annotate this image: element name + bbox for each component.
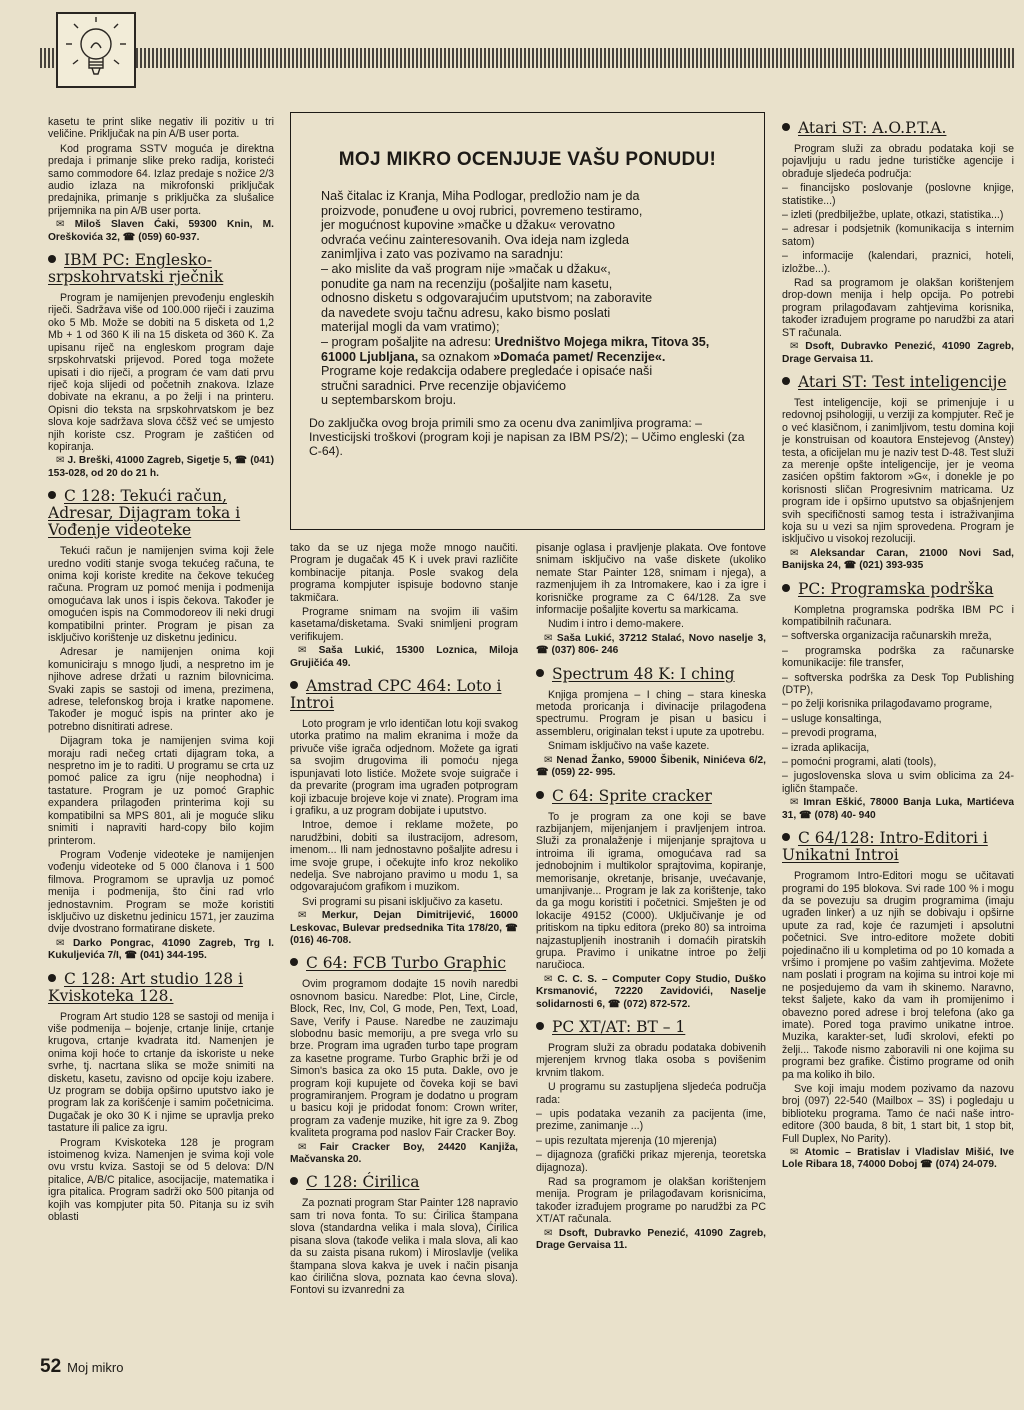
box-line: – ako mislite da vaš program nije »mačak u džaku«, xyxy=(321,261,611,276)
box-title: MOJ MIKRO OCENJUJE VAŠU PONUDU! xyxy=(338,149,717,170)
section-title: C 64/128: Intro-Editori i Unikatni Introi xyxy=(782,829,988,865)
section-title: C 64: FCB Turbo Graphic xyxy=(290,955,518,972)
box-line: odnosno disketu s odgovarajućim uputstvom; na zaboravite xyxy=(321,291,653,306)
section-body: Tekući račun je namijenjen svima koji žele uredno voditi stanje svoga tekućeg računa, te onima koji koriste kredite na čekove tekućeg računa. Program uz pomoć menija i podmenija omogućava lak unos i ispis čekova. Također je omogućen ispis na Commodoreov ili neki drugi kompatibilni printer. Program je pisan za isključivo korištenje uz disketnu jedinicu. xyxy=(48,545,274,644)
section-signature: ✉ Aleksandar Caran, 21000 Novi Sad, Banijska 24, ☎ (021) 393-935 xyxy=(782,547,1014,572)
section-body: Dijagram toka je namijenjen svima koji moraju radi nečeg crtati dijagram toka, a nespretno im je to raditi. U programu se crta uz pomoć palice za igru (nije neophodna) i tastature. Program je uz pomoć Graphic expandera prilagođen printerima koji su kompatibilni sa MPS 801, ali je moguće sliku snimiti i napraviti hard-copy bilo kojim printerom. xyxy=(48,735,274,847)
section-title: Amstrad CPC 464: Loto i Introi xyxy=(290,677,502,713)
envelope-icon: ✉ xyxy=(544,973,558,985)
box-line: u septembarskom broju. xyxy=(321,393,457,408)
envelope-icon: ✉ xyxy=(544,754,557,766)
section-body: Program je namijenjen prevođenju engleskih riječi. Sadržava više od 100.000 riječi i zauzima oko 5 Mb. Može se dobiti na 5 disketa od 1,2 Mb + 1 od 360 K ili na 15 disketa od 360 K. Za upisanu riječ na engleskom program daje srpskohrvatski prijevod. Pored toga možete upisati i dio riječi, a program će vam dati prvu riječ koja slijedi od početnih znakova. Izlaze dobivate na ekranu, a po želji i na printeru. Opisni dio teksta na srpskohrvatskom je bez slova koje sadržava slova ćčšž već se umjesto njih koriste csz. Program je zaštićen od kopiranja. xyxy=(48,292,274,453)
section-body: Kompletna programska podrška IBM PC i kompatibilnih računara. xyxy=(782,603,1014,628)
box-line: da navedete svoju tačnu adresu, kako bismo poslati xyxy=(321,305,611,320)
list-item: – programska podrška za računarske komunikacije: file transfer, xyxy=(782,644,1014,670)
col2-intro2: Programe snimam na svojim ili vašim kasetama/disketama. Svaki snimljeni program verifikujem. xyxy=(290,606,518,643)
section-body: Programom Intro-Editori mogu se učitavati programi do 195 blokova. Svi rade 100 % i mogu da se povezuju sa drugim programima (imaju ugrađen linker) a uz njih se dobivaju i opširne upute za rad, koje će razumjeti i apsolutni početnici. Sve intro-editore možete dobiti pojedinačno ili u kompletima od po 10 komada a vršimo i promjene po vašim zahtjevima. Možete nam poslati i program na kojima su introi koje mi ne posjedujemo da vam ih skinemo. Naravno, tekst šaljete, kako da vam ih promijenimo i obavezno pored adrese i broj telefona (ako ga imate). Pored toga pravimo unikatne introe. Muzika, karakter-set, luđi skrolovi, efekti po želji... Takođe nismo zaboravili ni one kojima su programi bez grafike. Čistimo programe od onih pa ma koliko ih bilo. xyxy=(782,870,1014,1081)
box-line: Programe koje redakcija odabere pregledaće i opisaće naši xyxy=(321,364,653,379)
envelope-icon: ✉ xyxy=(298,1141,320,1153)
lightbulb-icon xyxy=(56,12,136,88)
column-1 xyxy=(48,116,274,1356)
section-signature: ✉ Darko Pongrac, 41090 Zagreb, Trg I. Kukuljevića 7/I, ☎ (041) 344-195. xyxy=(48,937,274,962)
bullet-icon xyxy=(782,833,790,841)
section-title: C 128: Tekući račun, Adresar, Dijagram toka i Vođenje videoteke xyxy=(48,487,241,540)
box-text xyxy=(321,189,734,408)
bullet-icon xyxy=(48,974,56,982)
magazine-name: Moj mikro xyxy=(67,1360,124,1375)
section-signature: ✉ Atomic – Bratislav i Vladislav Mišić, Ive Lole Ribara 18, 74000 Doboj ☎ (074) 24-079. xyxy=(782,1147,1014,1171)
column-2 xyxy=(290,542,518,1362)
section-title: IBM PC: Englesko-srpskohrvatski rječnik xyxy=(48,251,224,287)
section-body: Sve koji imaju modem pozivamo da nazovu broj (097) 22-540 (Mailbox – 3S) i pogledaju u biblioteku programa. Tamo će naći naše intro- editore (300 bauda, 8 bit, 1 start bit, 1 stop bit, Full Duplex, No Parity). xyxy=(782,1083,1014,1145)
box-line: jer mogućnost kupovine »mačke u džaku« verovatno xyxy=(321,218,616,233)
section-body: Knjiga promjena – I ching – stara kineska metoda proricanja i divinacije prilagođena spectrumu. Program je pisan u basicu i assembleru, originalan tekst i upute za upotrebu. xyxy=(536,688,766,738)
section-signature: ✉ Dsoft, Dubravko Penezić, 41090 Zagreb, Drage Gervaisa 11. xyxy=(782,341,1014,365)
list-item: – upis podataka vezanih za pacijenta (ime, prezime, zanimanje ...) xyxy=(536,1108,766,1133)
box-address: – program pošaljite na adresu: Uredništvo Mojega mikra, Titova 35, 61000 Ljubljana, sa oznakom »Domaća pamet/ Recenzije«. xyxy=(321,334,710,364)
list-item: – dijagnoza (grafički prikaz mjerenja, teoretska dijagnoza). xyxy=(536,1149,766,1174)
section-signature: ✉ J. Breški, 41000 Zagreb, Sigetje 5, ☎ (041) 153-028, od 20 do 21 h. xyxy=(48,455,274,479)
envelope-icon: ✉ xyxy=(790,797,804,809)
section-signature: ✉ Imran Eškić, 78000 Banja Luka, Martićeva 31, ☎ (078) 40- 940 xyxy=(782,797,1014,821)
page-number: 52 xyxy=(40,1356,62,1377)
section-body: Rad sa programom je olakšan korištenjem menija. Program je prilagođavam korisnicima, također izrađujem programe po narudžbi za PC XT/AT računala. xyxy=(536,1176,766,1226)
bullet-icon xyxy=(536,1022,544,1030)
bullet-icon xyxy=(782,584,790,592)
section-body: Program Kviskoteka 128 je program istoimenog kviza. Namenjen je svima koji vole ovu vrstu kviza. Sastoji se od 5 delova: D/N pitalice, A/B/C pitalice, asocijacije, matematika i igra pitalica. Program sadrži oko 500 pitanja od kojih vas kompjuter pita 50. Pitanja su iz svih oblasti xyxy=(48,1136,274,1224)
section-title: Atari ST: A.O.P.T.A. xyxy=(782,120,1014,137)
box-line: proizvode, ponuđene u ovoj rubrici, povremeno testiramo, xyxy=(321,203,643,218)
envelope-icon: ✉ xyxy=(544,1227,559,1239)
section-title: PC XT/AT: BT – 1 xyxy=(536,1019,766,1036)
envelope-icon: ✉ xyxy=(790,1147,805,1159)
bullet-icon xyxy=(290,1177,298,1185)
list-item: – upis rezultata mjerenja (10 mjerenja) xyxy=(536,1134,717,1147)
list-item: – prevodi programa, xyxy=(782,727,877,740)
column-3 xyxy=(536,542,766,1362)
section-signature: ✉ Dsoft, Dubravko Penezić, 41090 Zagreb, Drage Gervaisa 11. xyxy=(536,1227,766,1252)
envelope-icon: ✉ xyxy=(790,341,806,353)
box-line: materijal mogli da vam vratimo); xyxy=(321,320,500,335)
section-body: Introe, demoe i reklame možete, po narudžbini, dobiti sa ilustracijom, adresom, imenom... Ili nam jednostavno pošaljite adresu i ime svoje grupe, i očekujte info kroz nekoliko nedelja. Sve nabrojano pravimo u modu 1, sa odgovarajućom grafikom i muzikom. xyxy=(290,819,518,894)
box-line: ponudite ga nam na recenziju (pošaljite nam kasetu, xyxy=(321,276,613,291)
col1-intro-p2: Kod programa SSTV moguća je direktna predaja i primanje slike preko radija, koristeći samo commodore 64. Izlaz predaje s nožice 2/3 audio izlaza na mikrofonski priključak predajnika, primanje s priključka za slušalice prijemnika na pin A/B user porta. xyxy=(48,142,274,217)
section-body: Za poznati program Star Painter 128 napravio sam tri nova fonta. To su: Ćirilica štampana slova (standardna velika i mala slova), Ćirilica pisana slova (takođe velika i mala slova, ali kao da su zaista pisana rukom) i Miroslavlje (velika štampana slova kakva je uvek i način pisanja kao ćirilična slova, poznata kao ćevna slova). Fontovi su izvanredni za xyxy=(290,1197,518,1297)
envelope-icon: ✉ xyxy=(790,547,810,559)
envelope-icon: ✉ xyxy=(56,937,73,949)
section-body: Rad sa programom je olakšan korištenjem drop-down menija i help opcija. Po potrebi program prilagođavam zahtjevima korisnika, također izrađujem programe po narudžbi za atari ST računala. xyxy=(782,277,1014,339)
box-closing: Do zaključka ovog broja primili smo za ocenu dva zanimljiva programa: – Investicijski troškovi (program koji je napisan za IBM PS/2); – Učimo engleski (za C-64). xyxy=(309,415,745,459)
list-item: – softverska organizacija računarskih mreža, xyxy=(782,630,992,643)
col1-intro-p1: kasetu te print slike negativ ili pozitiv u tri veličine. Priključak na pin A/B user porta. xyxy=(48,116,274,141)
bullet-icon xyxy=(782,123,790,131)
box-line: stručni saradnici. Prve recenzije objavićemo xyxy=(321,378,566,393)
col1-intro-signature: ✉ Miloš Slaven Ćaki, 59300 Knin, M. Oreškovića 32, ☎ (059) 60-937. xyxy=(48,219,274,243)
section-body: Test inteligencije, koji se primenjuje i u redovnoj psihologiji, u verziji za kompjuter. Reč je o već klasičnom, i zanimljivom, testu domina koji je konstruisan od koautora Enstejevog (Anstey) testa, a oficijelan mu je naziv test D-48. Test služi za merenje opšte inteligencije, jer je veoma zasićen opštim faktorom »G«, i donekle je po korisnosti sličan Progresivnim matricama. Uz program ide i opširno uputstvo sa objašnjenjem svih specifičnosti samog testa i istraživanjima koja su u vezi sa njim sprovedena. Program je isključivo u visokoj rezoluciji. xyxy=(782,396,1014,546)
section-body: U programu su zastupljena sljedeća područja rada: xyxy=(536,1081,766,1106)
bullet-icon xyxy=(48,255,56,263)
section-body: Snimam isključivo na vaše kazete. xyxy=(548,740,710,753)
envelope-icon: ✉ xyxy=(56,455,68,467)
section-signature: ✉ C. C. S. – Computer Copy Studio, Duško Krsmanović, 72220 Zavidovići, Naselje solidarnosti 6, ☎ (072) 872-572. xyxy=(536,973,766,1010)
list-item: – izrada aplikacija, xyxy=(782,741,870,754)
section-body: Program Art studio 128 se sastoji od menija i više podmenija – bojenje, crtanje linije, crtanje krugova, crtanje kvadrata itd. Namenjen je onima koji hoće to crtanje da iskoriste u neke svrhe, tj. nacrtana slika se može snimiti na disketu, kasetu, zavisno od opcije koju izabere. Uz program se dobija opširno uputstvo iako je program lak za korišćenje i samim početnicima. Dugačak je oko 30 K i njime se upravlja preko tastature ili palice za igru. xyxy=(48,1010,274,1135)
section-title: Spectrum 48 K: I ching xyxy=(536,666,766,683)
section-body: Ovim programom dodajte 15 novih naredbi osnovnom basicu. Naredbe: Plot, Line, Circle, Block, Rec, Inv, Col, G mode, Pen, Text, Load, Save, Verify i Pause. Naredbe ne zauzimaju slobodnu basic memoriju, a pre svega vrlo su brze. Program ima ugrađen turbo tape program za kasetne programe. Turbo Graphic brži je od Simon's basica za oko 15 puta. Dakle, ovo je program koji kupujete od čoveka koji se bavi programiranjem. Program je dodatno u program u basicu koji je pridodat fonom: Crown writer, program za vađenje muzike, hit igre za 9. Zbog kvaliteta programa pod naslov Fair Cracker Boy. xyxy=(290,978,518,1140)
bullet-icon xyxy=(290,958,298,966)
editorial-box xyxy=(290,112,765,530)
box-line: zanimljiva i zato vas pozivamo na saradnju: xyxy=(321,247,564,262)
list-item: – izleti (predbilježbe, uplate, otkazi, statistika...) xyxy=(782,209,1004,222)
col3-intro2: Nudim i intro i demo-makere. xyxy=(548,618,684,631)
col2-intro-signature: ✉ Saša Lukić, 15300 Loznica, Miloja Grujičića 49. xyxy=(290,645,518,669)
section-title: C 64: Sprite cracker xyxy=(536,788,766,805)
bullet-icon xyxy=(536,791,544,799)
section-title: C 128: Ćirilica xyxy=(290,1174,518,1191)
list-item: – pomoćni programi, alati (tools), xyxy=(782,756,937,769)
box-line: Naš čitalac iz Kranja, Miha Podlogar, predložio nam je da xyxy=(321,189,640,203)
header-stripes-left xyxy=(40,48,56,68)
col2-intro: tako da se uz njega može mnogo naučiti. Program je dugačak 45 K i uvek pravi različite kombinacije pitanja. Posle svakog dela programa kompjuter ispisuje bodovno stanje takmičara. xyxy=(290,542,518,604)
envelope-icon: ✉ xyxy=(298,645,319,657)
section-title: Atari ST: Test inteligencije xyxy=(782,374,1014,391)
page-footer xyxy=(40,1356,123,1378)
bullet-icon xyxy=(536,669,544,677)
list-item: – financijsko poslovanje (poslovne knjige, statistike...) xyxy=(782,182,1014,207)
page-header xyxy=(40,8,1016,86)
section-title: PC: Programska podrška xyxy=(782,581,1014,598)
section-body: Loto program je vrlo identičan lotu koji svakog utorka pratimo na malim ekranima i može da privuče više igrača odjednom. Možete ga igrati sa svojim drugovima ili pomoću njega ispunjavati loto listiće. Možete svoje suigrače i da prevarite (program ima ugrađen potprogram koji izbacuje brojeve koje vi znate). Program ima i grafiku, a uz program dobijate i uputstvo. xyxy=(290,718,518,817)
list-item: – usluge konsaltinga, xyxy=(782,712,882,725)
section-title: C 128: Art studio 128 i Kviskoteka 128. xyxy=(48,969,244,1005)
envelope-icon: ✉ xyxy=(56,219,75,231)
section-signature: ✉ Nenad Žanko, 59000 Šibenik, Ninićeva 6/2, ☎ (059) 22- 995. xyxy=(536,754,766,779)
list-item: – po želji korisnika prilagođavamo programe, xyxy=(782,698,993,711)
envelope-icon: ✉ xyxy=(544,632,557,644)
bullet-icon xyxy=(290,681,298,689)
list-item: – jugoslovenska slova u svim oblicima za 24-igličn štampače. xyxy=(782,770,1014,795)
col3-intro-signature: ✉ Saša Lukić, 37212 Stalać, Novo naselje 3, ☎ (037) 806- 246 xyxy=(536,632,766,657)
list-item: – softverska podrška za Desk Top Publishing (DTP), xyxy=(782,671,1014,697)
list-item: – informacije (kalendari, praznici, hoteli, izložbe...). xyxy=(782,250,1014,275)
section-signature: ✉ Merkur, Dejan Dimitrijević, 16000 Leskovac, Bulevar predsednika Tita 178/20, ☎ (016) 46-708. xyxy=(290,910,518,946)
section-body: Adresar je namijenjen onima koji komuniciraju s mnogo ljudi, a nespretno im je njihove adrese držati u raznim bilovnicima. Svaki zapis se sastoji od imena, prezimena, adrese, telefonskog broja i kratke napomene. Također je moguć ispis na printer ako je potrebno disnitirati adrese. xyxy=(48,646,274,733)
box-line: odvraća većinu zainteresovanih. Ova ideja nam izgleda xyxy=(321,232,630,247)
list-item: – adresar i podsjetnik (komunikacija s internim satom) xyxy=(782,223,1014,248)
section-body: Program služi za obradu podataka dobivenih mjerenjem krvnog tlaka osoba s povišenim krvnim tlakom. xyxy=(536,1042,766,1079)
section-body: Program Vođenje videoteke je namijenjen vođenju videoteke od 5 000 članova i 1 500 filmova. Programom se upravlja uz pomoć menija i podmenija, što čini rad vrlo jednostavnim. Program se može koristiti isključivo uz disketnu jedinicu 1571, jer zauzima dvije dvostrano formatirane diskete. xyxy=(48,848,274,936)
header-stripes xyxy=(136,48,1016,68)
column-4 xyxy=(782,118,1014,1362)
bullet-icon xyxy=(782,377,790,385)
section-signature: ✉ Fair Cracker Boy, 24420 Kanjiža, Mačvanska 20. xyxy=(290,1141,518,1166)
envelope-icon: ✉ xyxy=(298,910,322,922)
col3-intro: pisanje oglasa i pravljenje plakata. Ove fontove snimam isključivo na vaše diskete (ukoliko nemate Star Painter 128, snimam i njega), a razmenjujem ih za Intromakere, kao i za igre i korisničke programe za C 64/128. Za sve informacije pošaljite kovertu sa markicama. xyxy=(536,542,766,617)
section-body: Program služi za obradu podataka koji se pojavljuju u radu jedne turističke agencije i obrađuje sljedeća područja: xyxy=(782,143,1014,180)
bullet-icon xyxy=(48,491,56,499)
section-body: Svi programi su pisani isključivo za kasetu. xyxy=(302,895,503,908)
section-body: To je program za one koji se bave razbijanjem, mijenjanjem i pravljenjem introa. Služi za pronalaženje i mijenjanje spraјtova u introima ili igrama, omogućava rad sa jednobojnim i multikolor spraјtovima, kopiranje, memorisanje, okretanje, brisanje, uvećavanje, umanjivanje... Program je lak za korištenje, tako da ga mogu koristiti i početnici. Smješten je od lokacije 49152 (C000). Uključivanje je od pritiskom na tipku editora (preko 80) sa introima najzastupljenih inostranih i domaćih piratskih grupa. Pravimo i unikatne introe po želji naručioca. xyxy=(536,810,766,972)
